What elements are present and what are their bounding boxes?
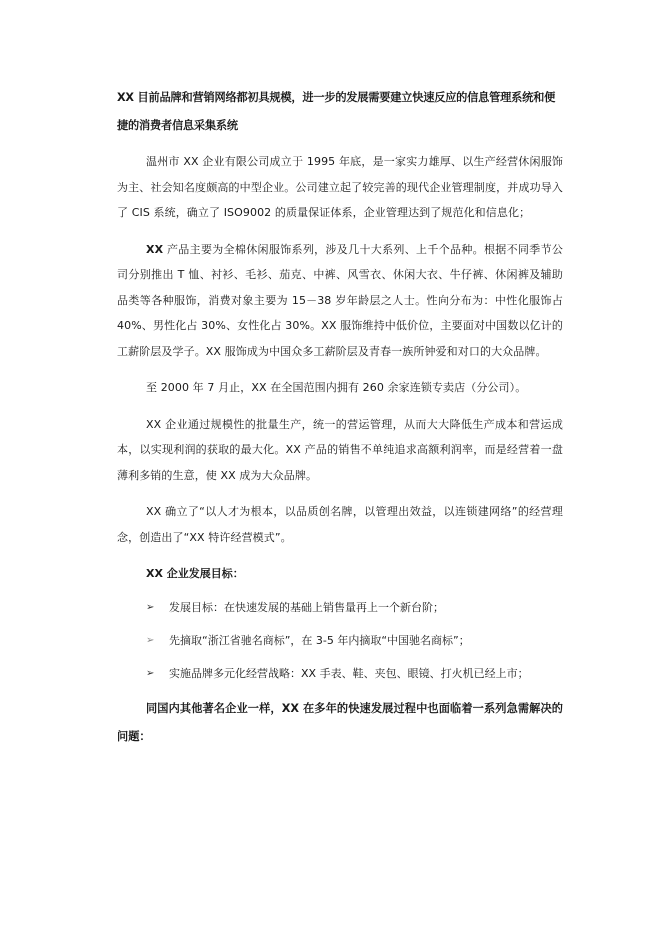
- arrow-bullet-icon: ➢: [146, 602, 155, 613]
- section-heading: XX 目前品牌和营销网络都初具规模，进一步的发展需要建立快速反应的信息管理系统和便捷的消费者信息采集系统: [117, 91, 556, 132]
- product-paragraph: [117, 237, 563, 365]
- store-count-paragraph: 至 2000 年 7 月止，XX 在全国范围内拥有 260 余家连锁专卖店（分公司）。: [146, 381, 527, 394]
- company-intro-paragraph: 温州市 XX 企业有限公司成立于 1995 年底，是一家实力雄厚、以生产经营休闲服饰为主、社会知名度颇高的中型企业。公司建立起了较完善的现代企业管理制度，并成功导入了 CIS 系统，确立了 ISO9002 的质量保证体系，企业管理达到了规范化和信息化；: [117, 155, 563, 219]
- philosophy-paragraph: XX 确立了“以人才为根本，以品质创名牌，以管理出效益，以连锁建网络”的经营理念，创造出了“XX 特许经营模式”。: [117, 505, 563, 544]
- document-body: [117, 84, 563, 751]
- goal-text: 发展目标：在快速发展的基础上销售量再上一个新台阶；: [169, 601, 444, 614]
- product-paragraph-text: 产品主要为全棉休闲服饰系列，涉及几十大系列、上千个品种。根据不同季节公司分别推出 T 恤、衬衫、毛衫、茄克、中裤、风雪衣、休闲大衣、牛仔裤、休闲裤及辅助品类等各种服饰，消费对象主要为 15－38 岁年龄层之人士。性向分布为：中性化服饰占 40%、男性化占 30%、女性化占 30%。XX 服饰维持中低价位，主要面对中国数以亿计的工薪阶层及学子。XX 服饰成为中国众多工薪阶层及青春一族所钟爱和对口的大众品牌。: [117, 242, 563, 358]
- goal-text: 先摘取“浙江省驰名商标”，在 3-5 年内摘取“中国驰名商标”；: [169, 634, 470, 647]
- goals-list: [117, 595, 563, 686]
- list-item: [117, 595, 563, 620]
- arrow-bullet-icon: ➢: [146, 635, 155, 646]
- goal-text: 实施品牌多元化经营战略：XX 手表、鞋、夹包、眼镜、打火机已经上市；: [169, 667, 529, 680]
- product-paragraph-lead: XX: [146, 242, 164, 256]
- arrow-bullet-icon: ➢: [146, 668, 155, 679]
- list-item: [117, 661, 563, 686]
- goals-title: XX 企业发展目标：: [146, 567, 244, 580]
- list-item: [117, 628, 563, 653]
- closing-statement: 同国内其他著名企业一样，XX 在多年的快速发展过程中也面临着一系列急需解决的问题：: [117, 702, 563, 743]
- cost-strategy-paragraph: XX 企业通过规模性的批量生产，统一的营运管理，从而大大降低生产成本和营运成本，以实现利润的获取的最大化。XX 产品的销售不单纯追求高额利润率，而是经营着一盘薄利多销的生意，使 XX 成为大众品牌。: [117, 417, 563, 482]
